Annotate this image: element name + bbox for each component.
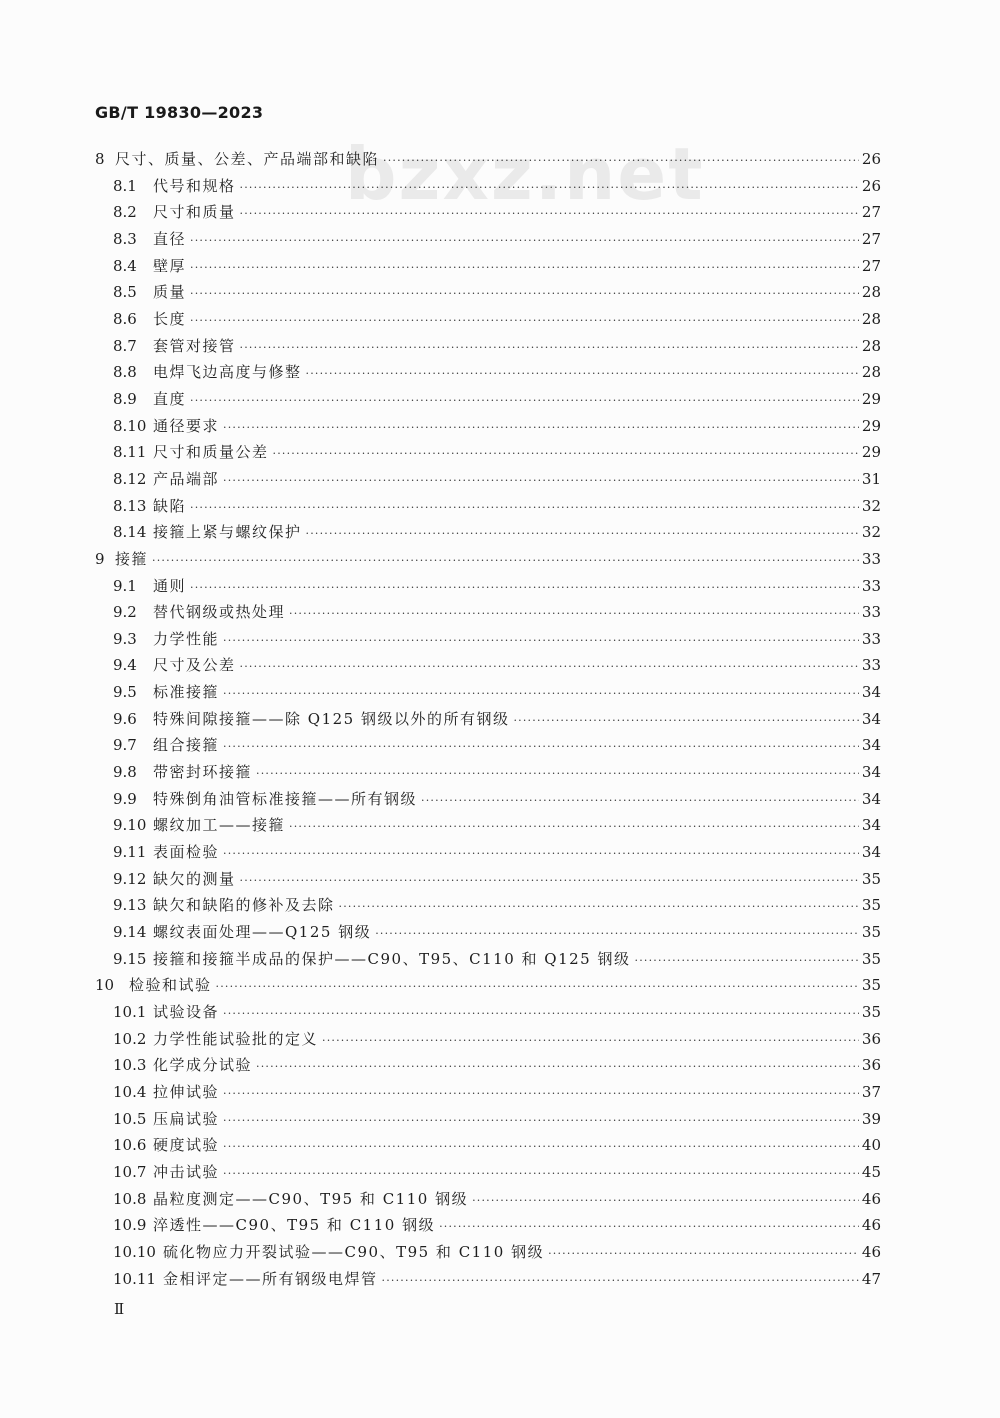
toc-entry-page: 34 — [861, 709, 881, 728]
toc-entry-number: 10.10 — [113, 1242, 156, 1261]
toc-entry-title: 产品端部 — [153, 469, 220, 488]
toc-entry-number: 8.9 — [113, 389, 137, 408]
toc-entry-number: 9.3 — [113, 629, 137, 648]
toc-entry-page: 35 — [861, 1003, 881, 1021]
watermark: bzxz.net — [345, 132, 705, 216]
toc-entry-title: 化学成分试验 — [153, 1056, 253, 1075]
toc-entry-number: 10.4 — [113, 1082, 147, 1101]
toc-entry-number: 8.6 — [113, 309, 137, 328]
toc-entry-title: 壁厚 — [153, 256, 187, 275]
toc-entry[interactable] — [95, 1106, 881, 1133]
toc-entry-number: 9.7 — [113, 736, 137, 755]
toc-entry-number: 9.14 — [113, 923, 147, 942]
toc-entry-title: 淬透性——C90、T95 和 C110 钢级 — [153, 1216, 436, 1235]
dot-leader — [186, 228, 859, 255]
dot-leader — [219, 415, 859, 442]
toc-entry[interactable] — [95, 759, 881, 786]
toc-entry[interactable] — [95, 706, 881, 733]
toc-entry-page: 33 — [861, 629, 881, 648]
toc-entry-page: 27 — [861, 256, 881, 275]
dot-leader — [219, 1108, 859, 1135]
dot-leader — [269, 441, 859, 468]
dot-leader — [186, 281, 859, 308]
toc-entry-title: 硬度试验 — [153, 1136, 220, 1155]
toc-entry[interactable] — [95, 1159, 881, 1186]
standard-code: GB/T 19830—2023 — [95, 103, 264, 122]
toc-entry-title: 质量 — [153, 283, 187, 302]
toc-entry[interactable] — [95, 413, 881, 440]
toc-entry-page: 32 — [861, 523, 881, 542]
toc-entry[interactable] — [95, 226, 881, 253]
toc-entry[interactable] — [95, 946, 881, 973]
toc-entry-title: 硫化物应力开裂试验——C90、T95 和 C110 钢级 — [163, 1242, 545, 1261]
dot-leader — [302, 361, 859, 388]
toc-entry-title: 缺陷 — [153, 496, 187, 515]
toc-entry-title: 尺寸及公差 — [153, 656, 236, 675]
dot-leader — [219, 1134, 859, 1161]
toc-entry-page: 39 — [861, 1109, 881, 1128]
toc-entry[interactable] — [95, 386, 881, 413]
toc-entry-number: 10.2 — [113, 1029, 147, 1048]
dot-leader — [544, 1241, 859, 1268]
toc-entry-page: 29 — [861, 416, 881, 435]
dot-leader — [236, 654, 859, 681]
dot-leader — [236, 175, 859, 202]
toc-entry-title: 表面检验 — [153, 843, 220, 862]
toc-entry[interactable] — [95, 359, 881, 386]
dot-leader — [148, 548, 859, 575]
toc-entry-number: 9.15 — [113, 949, 147, 968]
toc-entry[interactable] — [95, 493, 881, 520]
toc-entry-page: 29 — [861, 443, 881, 462]
dot-leader — [285, 814, 859, 841]
toc-entry-number: 10.7 — [113, 1162, 147, 1181]
toc-entry-page: 45 — [861, 1162, 881, 1181]
toc-entry-page: 35 — [861, 949, 881, 968]
toc-entry-page: 34 — [861, 736, 881, 755]
toc-entry[interactable] — [95, 812, 881, 839]
dot-leader — [252, 761, 859, 788]
toc-entry-number: 10.11 — [113, 1269, 156, 1288]
toc-entry-number: 9.9 — [113, 789, 137, 808]
toc-entry[interactable] — [95, 892, 881, 919]
dot-leader — [219, 1081, 859, 1108]
toc-entry[interactable] — [95, 999, 881, 1026]
toc-entry[interactable] — [95, 466, 881, 493]
toc-entry-title: 长度 — [153, 309, 187, 328]
toc-entry-title: 替代钢级或热处理 — [153, 603, 286, 622]
toc-entry-title: 套管对接管 — [153, 336, 236, 355]
toc-entry-title: 压扁试验 — [153, 1109, 220, 1128]
toc-entry-title: 电焊飞边高度与修整 — [153, 363, 302, 382]
dot-leader — [186, 255, 859, 282]
toc-entry-number: 10.8 — [113, 1189, 147, 1208]
toc-entry-page: 35 — [861, 896, 881, 915]
toc-entry-page: 37 — [861, 1082, 881, 1101]
toc-entry-number: 9.5 — [113, 683, 137, 702]
toc-entry-page: 40 — [861, 1136, 881, 1155]
toc-entry-page: 47 — [861, 1269, 881, 1288]
dot-leader — [212, 974, 859, 1001]
toc-entry-page: 34 — [861, 683, 881, 702]
dot-leader — [186, 575, 859, 602]
dot-leader — [219, 468, 859, 495]
toc-entry-number: 9.2 — [113, 603, 137, 622]
toc-entry-number: 10.5 — [113, 1109, 147, 1128]
dot-leader — [219, 734, 859, 761]
toc-entry[interactable] — [95, 439, 881, 466]
toc-entry-title: 尺寸、质量、公差、产品端部和缺陷 — [115, 150, 380, 168]
dot-leader — [435, 1214, 859, 1241]
toc-entry-title: 带密封环接箍 — [153, 763, 253, 782]
toc-entry-title: 通则 — [153, 576, 187, 595]
dot-leader — [219, 841, 859, 868]
toc-entry[interactable] — [95, 1079, 881, 1106]
toc-entry-number: 8.4 — [113, 256, 137, 275]
toc-entry-page: 35 — [861, 923, 881, 942]
toc-entry-page: 29 — [861, 389, 881, 408]
toc-entry-page: 35 — [861, 976, 881, 995]
toc-entry-page: 34 — [861, 763, 881, 782]
toc-entry[interactable] — [95, 786, 881, 813]
toc-entry-page: 28 — [861, 336, 881, 355]
toc-entry-page: 34 — [861, 789, 881, 808]
toc-entry-title: 金相评定——所有钢级电焊管 — [163, 1269, 378, 1288]
toc-entry[interactable] — [95, 972, 881, 999]
toc-entry[interactable] — [95, 253, 881, 280]
toc-entry-number: 8.5 — [113, 283, 137, 302]
toc-entry-number: 9.12 — [113, 869, 147, 888]
dot-leader — [236, 335, 859, 362]
toc-entry[interactable] — [95, 652, 881, 679]
dot-leader — [219, 681, 859, 708]
toc-entry-title: 缺欠的测量 — [153, 869, 236, 888]
toc-entry[interactable] — [95, 1052, 881, 1079]
toc-entry-number: 9.6 — [113, 709, 137, 728]
toc-entry[interactable] — [95, 519, 881, 546]
toc-entry-title: 直度 — [153, 389, 187, 408]
toc-entry-title: 直径 — [153, 229, 187, 248]
toc-entry-page: 46 — [861, 1216, 881, 1235]
toc-entry-number: 8 — [95, 150, 105, 168]
toc-entry-page: 27 — [861, 203, 881, 222]
toc-entry-number: 8.13 — [113, 496, 147, 515]
dot-leader — [186, 308, 859, 335]
toc-entry-title: 特殊倒角油管标准接箍——所有钢级 — [153, 789, 418, 808]
toc-entry-number: 10.6 — [113, 1136, 147, 1155]
toc-entry-number: 9.13 — [113, 896, 147, 915]
toc-entry-title: 尺寸和质量 — [153, 203, 236, 222]
toc-entry[interactable] — [95, 279, 881, 306]
toc-entry-number: 9.10 — [113, 816, 147, 835]
toc-entry-title: 螺纹表面处理——Q125 钢级 — [153, 923, 372, 942]
toc-entry-title: 力学性能试验批的定义 — [153, 1029, 319, 1048]
dot-leader — [236, 201, 859, 228]
page-number: Ⅱ — [114, 1300, 125, 1318]
toc-entry-page: 28 — [861, 309, 881, 328]
toc-entry-page: 33 — [861, 656, 881, 675]
toc-entry-page: 36 — [861, 1029, 881, 1048]
toc-entry-number: 8.2 — [113, 203, 137, 222]
toc-entry-number: 8.11 — [113, 443, 147, 462]
toc-entry-number: 10 — [95, 976, 115, 995]
toc-entry[interactable] — [95, 1132, 881, 1159]
toc-entry-number: 8.10 — [113, 416, 147, 435]
dot-leader — [631, 948, 860, 975]
toc-entry[interactable] — [95, 919, 881, 946]
toc-entry[interactable] — [95, 1239, 881, 1266]
toc-entry[interactable] — [95, 1186, 881, 1213]
toc-entry-number: 8.7 — [113, 336, 137, 355]
toc-entry-number: 8.12 — [113, 469, 147, 488]
toc-entry-page: 34 — [861, 843, 881, 862]
toc-entry-title: 试验设备 — [153, 1003, 220, 1021]
toc-entry-page: 26 — [861, 150, 881, 168]
toc-entry-number: 10.3 — [113, 1056, 147, 1075]
dot-leader — [468, 1188, 859, 1215]
toc-entry[interactable] — [95, 866, 881, 893]
toc-entry[interactable] — [95, 599, 881, 626]
toc-entry-page: 28 — [861, 363, 881, 382]
dot-leader — [417, 788, 859, 815]
toc-entry-page: 46 — [861, 1242, 881, 1261]
toc-entry-page: 26 — [861, 176, 881, 195]
toc-entry-title: 通径要求 — [153, 416, 220, 435]
dot-leader — [219, 1161, 859, 1188]
toc-entry-number: 8.3 — [113, 229, 137, 248]
toc-entry-number: 10.1 — [113, 1003, 147, 1021]
toc-entry-number: 9.11 — [113, 843, 147, 862]
dot-leader — [186, 388, 859, 415]
toc-entry-page: 31 — [861, 469, 881, 488]
toc-entry-page: 33 — [861, 603, 881, 622]
toc-entry[interactable] — [95, 839, 881, 866]
toc-entry-page: 34 — [861, 816, 881, 835]
toc-entry[interactable] — [95, 1026, 881, 1053]
toc-entry-number: 9.4 — [113, 656, 137, 675]
dot-leader — [509, 708, 859, 735]
dot-leader — [318, 1028, 859, 1055]
toc-entry-page: 28 — [861, 283, 881, 302]
dot-leader — [252, 1054, 859, 1081]
toc-entry[interactable] — [95, 306, 881, 333]
dot-leader — [285, 601, 859, 628]
toc-entry[interactable] — [95, 732, 881, 759]
toc-entry[interactable] — [95, 573, 881, 600]
toc-entry[interactable] — [95, 1212, 881, 1239]
toc-entry[interactable] — [95, 199, 881, 226]
toc-entry-number: 9 — [95, 549, 105, 568]
table-of-contents — [95, 146, 881, 1292]
toc-entry-page: 35 — [861, 869, 881, 888]
toc-entry-title: 力学性能 — [153, 629, 220, 648]
dot-leader — [302, 521, 859, 548]
toc-entry-title: 特殊间隙接箍——除 Q125 钢级以外的所有钢级 — [153, 709, 510, 728]
toc-entry-page: 27 — [861, 229, 881, 248]
toc-entry[interactable] — [95, 146, 881, 173]
toc-entry-page: 32 — [861, 496, 881, 515]
toc-entry-number: 8.14 — [113, 523, 147, 542]
toc-entry-page: 46 — [861, 1189, 881, 1208]
toc-entry-number: 8.1 — [113, 176, 137, 195]
toc-entry[interactable] — [95, 1266, 881, 1293]
toc-entry-title: 检验和试验 — [129, 976, 212, 995]
dot-leader — [379, 148, 859, 175]
toc-entry-title: 冲击试验 — [153, 1162, 220, 1181]
dot-leader — [236, 868, 859, 895]
toc-entry-title: 接箍上紧与螺纹保护 — [153, 523, 302, 542]
toc-entry[interactable] — [95, 333, 881, 360]
toc-entry[interactable] — [95, 626, 881, 653]
toc-entry-title: 代号和规格 — [153, 176, 236, 195]
dot-leader — [219, 1001, 859, 1028]
dot-leader — [371, 921, 859, 948]
toc-entry[interactable] — [95, 546, 881, 573]
toc-entry-title: 拉伸试验 — [153, 1082, 220, 1101]
toc-entry-title: 组合接箍 — [153, 736, 220, 755]
toc-entry-title: 尺寸和质量公差 — [153, 443, 269, 462]
toc-entry[interactable] — [95, 679, 881, 706]
toc-entry-title: 接箍和接箍半成品的保护——C90、T95、C110 和 Q125 钢级 — [153, 949, 631, 968]
toc-entry-number: 9.8 — [113, 763, 137, 782]
toc-entry-number: 9.1 — [113, 576, 137, 595]
toc-entry[interactable] — [95, 173, 881, 200]
toc-entry-page: 33 — [861, 576, 881, 595]
toc-entry-title: 标准接箍 — [153, 683, 220, 702]
toc-entry-title: 螺纹加工——接箍 — [153, 816, 286, 835]
dot-leader — [335, 894, 859, 921]
toc-entry-page: 36 — [861, 1056, 881, 1075]
toc-entry-number: 8.8 — [113, 363, 137, 382]
toc-entry-page: 33 — [861, 549, 881, 568]
toc-entry-number: 10.9 — [113, 1216, 147, 1235]
dot-leader — [378, 1268, 859, 1295]
toc-entry-title: 晶粒度测定——C90、T95 和 C110 钢级 — [153, 1189, 469, 1208]
dot-leader — [186, 495, 859, 522]
toc-entry-title: 缺欠和缺陷的修补及去除 — [153, 896, 335, 915]
dot-leader — [219, 628, 859, 655]
toc-entry-title: 接箍 — [115, 549, 149, 568]
